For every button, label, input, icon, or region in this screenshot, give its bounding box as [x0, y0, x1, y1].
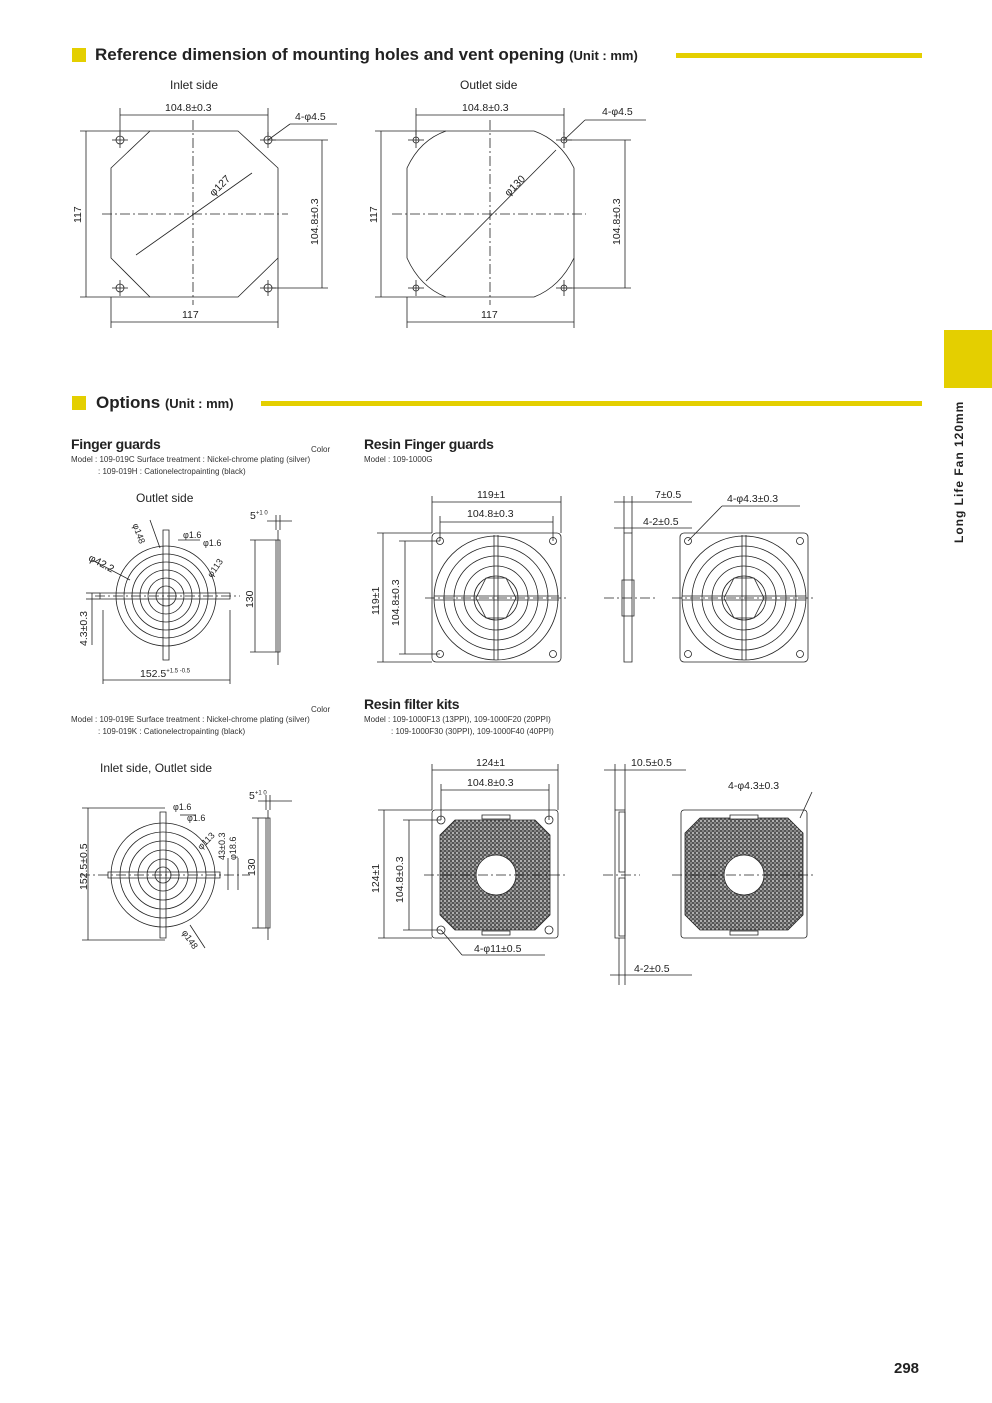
rf-dim119v: 119±1: [370, 586, 382, 615]
fg-outlet-label: Outlet side: [136, 491, 194, 505]
fg-dim5-tol: +1 0: [255, 510, 268, 517]
outlet-dim-top: 104.8±0.3: [462, 102, 509, 114]
fg2-d43: 43±0.3: [217, 832, 227, 860]
rf-holes: 4-φ4.3±0.3: [727, 493, 779, 505]
fg-dim43: 4.3±0.3: [78, 611, 90, 646]
resin-filter-model-line1: Model : 109-1000F13 (13PPI), 109-1000F20 (20PPI): [364, 715, 551, 724]
fg2-dim5-value: 5: [249, 790, 255, 802]
fg2-d16a: φ1.6: [173, 802, 192, 812]
side-tab-text: Long Life Fan 120mm: [952, 400, 966, 543]
finger-guards-title: Finger guards: [71, 436, 161, 452]
rfk-dim1048: 104.8±0.3: [467, 777, 514, 789]
fg-model-line1: Model : 109-019C Surface treatment : Nickel-chrome plating (silver): [71, 455, 311, 464]
fg2-label: Inlet side, Outlet side: [100, 761, 213, 775]
fg-d422: φ42.2: [86, 552, 117, 576]
fg-color-label: Color: [311, 445, 331, 454]
fg2-d186: φ18.6: [228, 836, 238, 860]
outlet-dim-bottom: 117: [481, 309, 498, 321]
fg2-d113: φ113: [195, 830, 217, 852]
section2-title: Options: [96, 393, 161, 412]
outlet-diameter: φ130: [502, 173, 529, 199]
fg-dim5-value: 5: [250, 510, 256, 522]
resin-filter-model-line2: : 109-1000F30 (30PPI), 109-1000F40 (40PPI): [391, 727, 554, 736]
fg2-dim5-tol: +1 0: [254, 790, 267, 797]
rfk-dim1048v: 104.8±0.3: [394, 856, 406, 903]
rfk-dim42: 4-2±0.5: [634, 963, 670, 975]
fg-d113: φ113: [205, 556, 225, 580]
fg-d16b: φ1.6: [203, 538, 222, 548]
section1-title: Reference dimension of mounting holes and vent opening: [95, 45, 565, 64]
resin-finger-model: Model : 109-1000G: [364, 455, 433, 464]
inlet-dim-top: 104.8±0.3: [165, 102, 212, 114]
rf-dim42: 4-2±0.5: [643, 516, 679, 528]
section2-unit: (Unit : mm): [164, 396, 234, 411]
fg2-color-label: Color: [311, 705, 331, 714]
outlet-label: Outlet side: [460, 78, 518, 92]
inlet-diameter: φ127: [207, 173, 234, 199]
resin-filter-title: Resin filter kits: [364, 696, 460, 712]
fg2-dim130: 130: [246, 858, 258, 876]
fg2-dim1525: 152.5±0.5: [78, 843, 90, 890]
rf-dim1048: 104.8±0.3: [467, 508, 514, 520]
section1-unit: (Unit : mm): [569, 48, 638, 63]
rfk-holes43: 4-φ4.3±0.3: [728, 780, 780, 792]
page-number: 298: [894, 1360, 920, 1377]
fg2-d16b: φ1.6: [187, 813, 206, 823]
rf-dim7: 7±0.5: [655, 489, 682, 501]
rfk-dim124: 124±1: [476, 757, 506, 769]
resin-finger-title: Resin Finger guards: [364, 436, 494, 452]
rf-dim1048v: 104.8±0.3: [390, 579, 402, 626]
fg-model-line2: : 109-019H : Cationelectropainting (black): [98, 467, 246, 476]
inlet-dim-left: 117: [72, 206, 84, 223]
rfk-holes11: 4-φ11±0.5: [474, 943, 522, 955]
fg-dim1525-value: 152.5: [140, 668, 167, 680]
rfk-dim105: 10.5±0.5: [631, 757, 672, 769]
inlet-label: Inlet side: [170, 78, 219, 92]
inlet-dim-right: 104.8±0.3: [309, 198, 321, 245]
rf-dim119: 119±1: [477, 489, 506, 501]
outlet-dim-right: 104.8±0.3: [611, 198, 623, 245]
fg2-model-line1: Model : 109-019E Surface treatment : Nickel-chrome plating (silver): [71, 715, 310, 724]
fg2-d148: φ148: [179, 928, 200, 951]
rfk-dim124v: 124±1: [370, 863, 382, 893]
fg2-model-line2: : 109-019K : Cationelectropainting (black): [98, 727, 246, 736]
fg-d16a: φ1.6: [183, 530, 202, 540]
fg-d148: φ148: [130, 522, 148, 546]
inlet-holes: 4-φ4.5: [295, 111, 326, 123]
fg-dim1525-tol: +1.5 -0.5: [166, 668, 191, 675]
outlet-dim-left: 117: [368, 206, 380, 223]
fg-dim130: 130: [244, 590, 256, 608]
inlet-dim-bottom: 117: [182, 309, 199, 321]
outlet-holes: 4-φ4.5: [602, 106, 633, 118]
